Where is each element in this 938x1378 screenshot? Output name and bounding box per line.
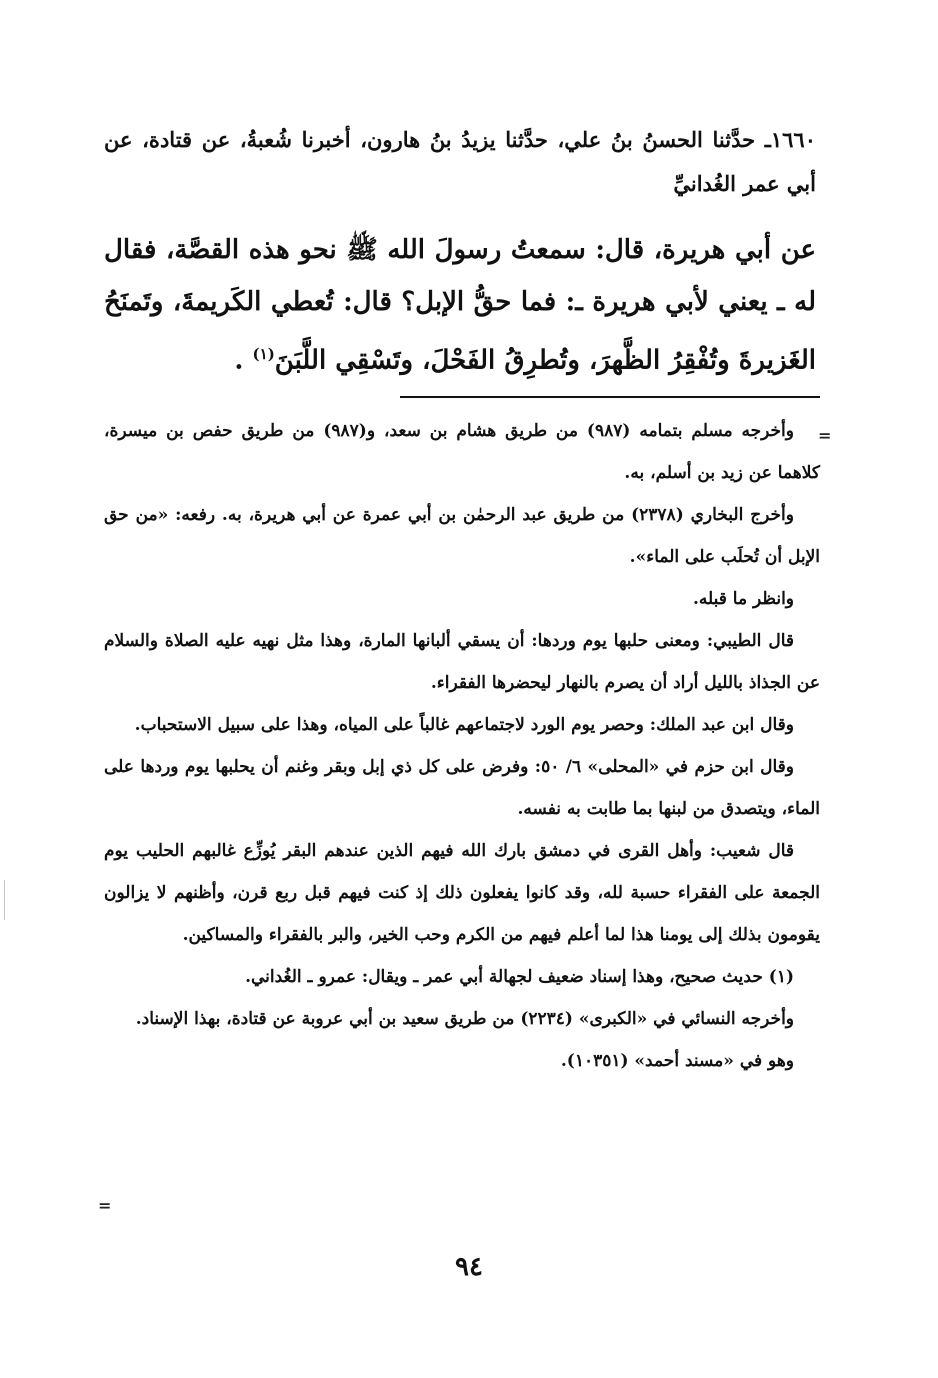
footnote-paragraph: وانظر ما قبله. <box>692 589 794 609</box>
hadith-matn-end: . <box>234 345 244 376</box>
footnote-reference[interactable]: (١) <box>252 345 275 363</box>
footnote-paragraph: وأخرج البخاري (٢٣٧٨) من طريق عبد الرحمٰن بن أبي عمرة عن أبي هريرة، به. رفعه: «من حق الإبل أن تُحلَب على الماء». <box>104 505 820 567</box>
hadith-matn-paragraph <box>104 224 816 387</box>
footnote-paragraph: (١) حديث صحيح، وهذا إسناد ضعيف لجهالة أبي عمر ـ ويقال: عمرو ـ الغُداني. <box>245 967 794 987</box>
hadith-chain-text: ١٦٦٠ـ حدَّثنا الحسنُ بنُ علي، حدَّثنا يزيدُ بنُ هارون، أخبرنا شُعبةُ، عن قتادة، عن أبي عمر الغُدانيِّ <box>104 127 816 196</box>
continuation-mark-top: = <box>818 426 832 445</box>
binding-edge <box>4 880 5 920</box>
footnote-paragraph: قال شعيب: وأهل القرى في دمشق بارك الله فيهم الذين عندهم البقر يُوزِّع غالبهم الحليب يوم الجمعة على الفقراء حسبة لله، وقد كانوا يفعلون ذلك إذ كنت فيهم قبل ربع قرن، وأظنهم لا يزالون يقومون بذلك إلى يومنا هذا لما أعلم فيهم من الكرم وحب الخير، والبر بالفقراء والمساكين. <box>104 841 820 945</box>
hadith-matn-text: عن أبي هريرة، قال: سمعتُ رسولَ الله ﷺ نحو هذه القصَّة، فقال له ـ يعني لأبي هريرة ـ: فما حقُّ الإبل؟ قال: تُعطي الكَريمةَ، وتَمنَحُ الغَزيرةَ وتُفْقِرُ الظَّهرَ، وتُطرِقُ الفَحْلَ، وتَسْقِي اللَّبَنَ <box>104 235 816 376</box>
footnote-paragraph: وقال ابن عبد الملك: وحصر يوم الورد لاجتماعهم غالباً على المياه، وهذا على سبيل الاستحباب. <box>134 715 794 735</box>
footnote-paragraph: وأخرجه مسلم بتمامه (٩٨٧) من طريق هشام بن سعد، و(٩٨٧) من طريق حفص بن ميسرة، كلاهما عن زيد بن أسلم، به. <box>104 421 820 483</box>
footnote-paragraph: قال الطيبي: ومعنى حلبها يوم وردها: أن يسقي ألبانها المارة، وهذا مثل نهيه عليه الصلاة والسلام عن الجذاذ بالليل أراد أن يصرم بالنهار ليحضرها الفقراء. <box>104 631 820 693</box>
footnote-separator <box>400 396 820 398</box>
footnote-paragraph: وأخرجه النسائي في «الكبرى» (٢٢٣٤) من طريق سعيد بن أبي عروبة عن قتادة، بهذا الإسناد. <box>135 1009 794 1029</box>
footnote-paragraph: وهو في «مسند أحمد» (١٠٣٥١). <box>560 1051 794 1071</box>
page-number: ٩٤ <box>455 1252 483 1282</box>
continuation-mark-bottom: = <box>98 1196 112 1215</box>
hadith-text <box>104 224 816 387</box>
footnotes-section <box>104 410 820 1082</box>
footnote-paragraph: وقال ابن حزم في «المحلى» ٦/ ٥٠: وفرض على كل ذي إبل وبقر وغنم أن يحلبها يوم وردها على الماء، ويتصدق من لبنها بما طابت به نفسه. <box>104 757 820 819</box>
hadith-chain <box>104 118 816 206</box>
